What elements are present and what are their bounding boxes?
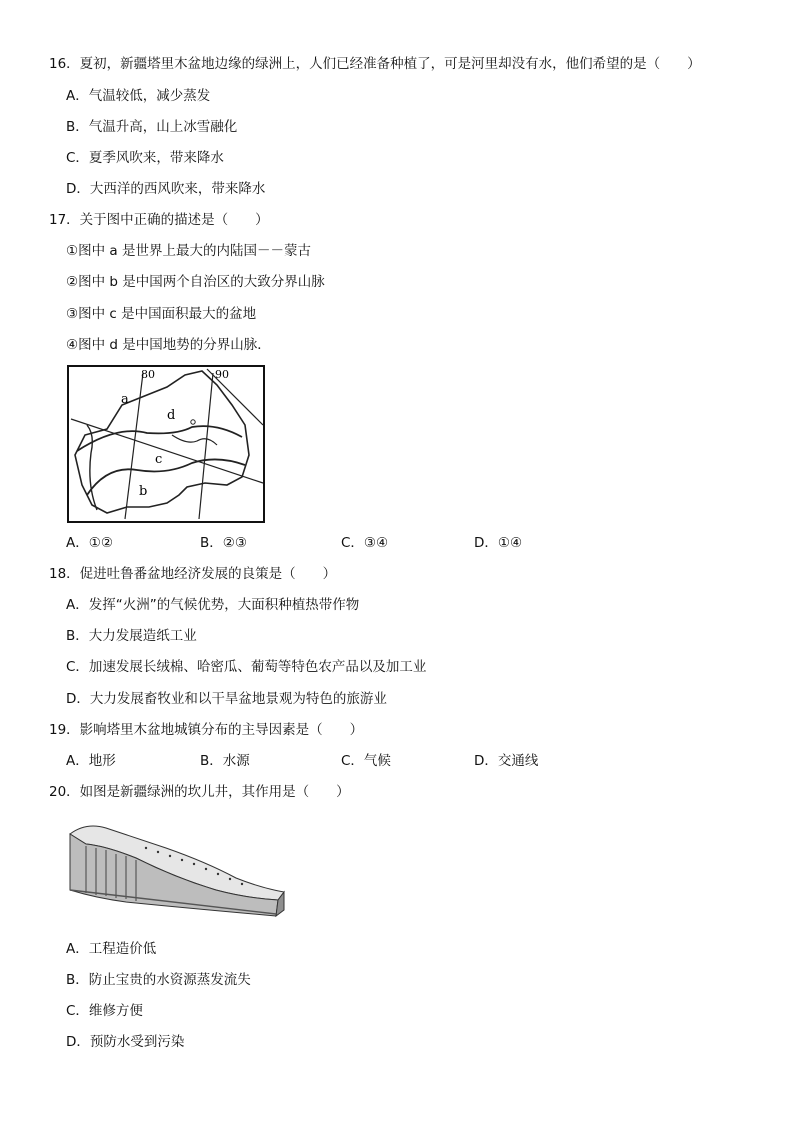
q16-option-a: A．气温较低，减少蒸发 [66,88,211,104]
q19-option-a: A．地形 [66,753,116,769]
map-label-b: b [139,484,148,499]
q18-option-b: B．大力发展造纸工业 [66,628,197,644]
q17-statement-4: ④图中 d 是中国地势的分界山脉． [66,337,271,353]
q16-option-b: B．气温升高，山上冰雪融化 [66,119,238,135]
q17-statement-3: ③图中 c 是中国面积最大的盆地 [66,306,257,322]
q20-stem: 20．如图是新疆绿洲的坎儿井，其作用是（ ） [49,784,350,800]
q18-option-d: D．大力发展畜牧业和以干旱盆地景观为特色的旅游业 [66,691,387,707]
xinjiang-map-figure [67,365,265,523]
q18-stem: 18．促进吐鲁番盆地经济发展的良策是（ ） [49,566,337,582]
q19-stem: 19．影响塔里木盆地城镇分布的主导因素是（ ） [49,722,364,738]
q19-option-b: B．水源 [200,753,250,769]
q17-option-b: B．②③ [200,535,247,551]
q17-option-d: D．①④ [474,535,523,551]
q16-stem: 16．夏初，新疆塔里木盆地边缘的绿洲上，人们已经准备种植了，可是河里却没有水，他们希望的是（ ） [49,56,701,72]
q17-option-c: C．③④ [341,535,389,551]
q16-option-c: C．夏季风吹来，带来降水 [66,150,224,166]
map-label-lon80: 80 [141,368,155,381]
q17-option-a: A．①② [66,535,113,551]
q19-option-d: D．交通线 [474,753,539,769]
q20-option-a: A．工程造价低 [66,941,157,957]
q20-option-d: D．预防水受到污染 [66,1034,185,1050]
q18-option-a: A．发挥“火洲”的气候优势，大面积种植热带作物 [66,597,360,613]
map-label-c: c [155,452,163,467]
q20-option-b: B．防止宝贵的水资源蒸发流失 [66,972,251,988]
q20-option-c: C．维修方便 [66,1003,143,1019]
karez-well-figure [66,818,288,922]
map-label-lon90: 90 [215,368,229,381]
q17-stem: 17．关于图中正确的描述是（ ） [49,212,269,228]
q17-statement-1: ①图中 a 是世界上最大的内陆国－－蒙古 [66,243,311,259]
q17-statement-2: ②图中 b 是中国两个自治区的大致分界山脉 [66,274,325,290]
q16-option-d: D．大西洋的西风吹来，带来降水 [66,181,266,197]
q18-option-c: C．加速发展长绒棉、哈密瓜、葡萄等特色农产品以及加工业 [66,659,427,675]
map-label-a: a [121,392,129,407]
q19-option-c: C．气候 [341,753,391,769]
map-label-d: d [167,408,176,423]
